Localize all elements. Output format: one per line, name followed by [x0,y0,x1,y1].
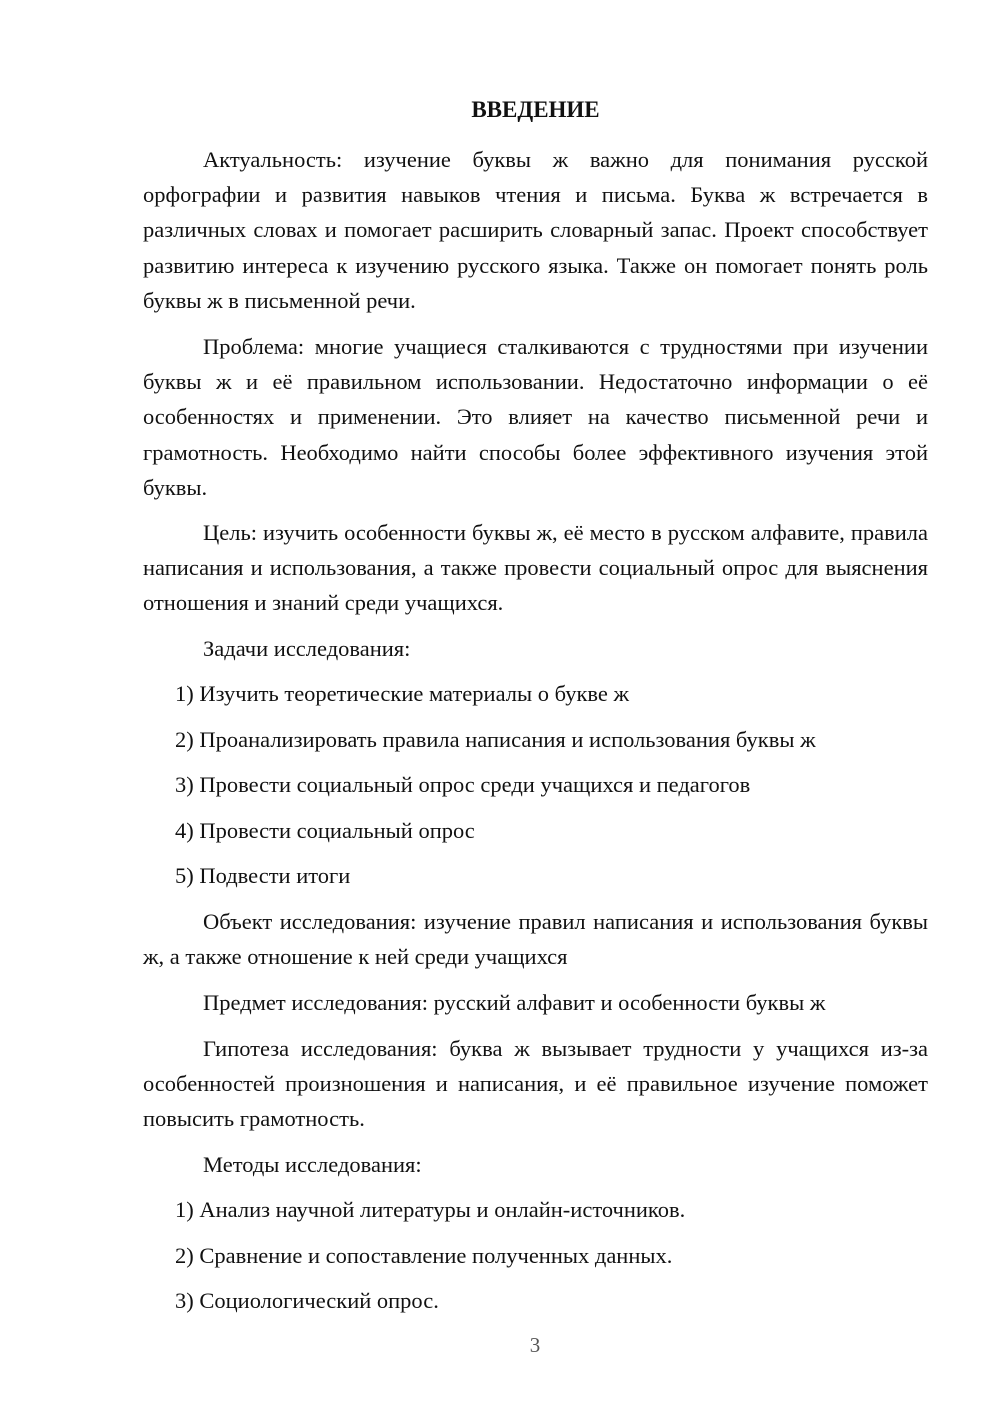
tasks-title: Задачи исследования: [203,636,411,661]
method-item: 3) Социологический опрос. [175,1288,439,1313]
method-item: 1) Анализ научной литературы и онлайн-источников. [175,1197,686,1222]
subject-paragraph: Предмет исследования: русский алфавит и особенности буквы ж [203,990,826,1015]
relevance-paragraph: Актуальность: изучение буквы ж важно для понимания русской орфографии и развития навыков чтения и письма. Буква ж встречается в различных словах и помогает расширить словарный запас. Проект способствует развитию интереса к изучению русского языка. Также он помогает понять роль буквы ж в письменной речи. [143,147,928,313]
task-item: 5) Подвести итоги [175,863,351,888]
methods-title: Методы исследования: [203,1152,422,1177]
hypothesis-paragraph: Гипотеза исследования: буква ж вызывает трудности у учащихся из-за особенностей произношения и написания, и её правильное изучение поможет повысить грамотность. [143,1036,928,1132]
method-item: 2) Сравнение и сопоставление полученных данных. [175,1243,673,1268]
goal-paragraph: Цель: изучить особенности буквы ж, её место в русском алфавите, правила написания и использования, а также провести социальный опрос для выяснения отношения и знаний среди учащихся. [143,520,928,616]
task-item: 1) Изучить теоретические материалы о букве ж [175,681,630,706]
task-item: 2) Проанализировать правила написания и использования буквы ж [175,727,816,752]
object-paragraph: Объект исследования: изучение правил написания и использования буквы ж, а также отношение к ней среди учащихся [143,909,928,970]
problem-paragraph: Проблема: многие учащиеся сталкиваются с трудностями при изучении буквы ж и её правильном использовании. Недостаточно информации о её особенностях и применении. Это влияет на качество письменной речи и грамотность. Необходимо найти способы более эффективного изучения этой буквы. [143,334,928,500]
task-item: 4) Провести социальный опрос [175,818,475,843]
section-heading: ВВЕДЕНИЕ [471,97,600,122]
page-number: 3 [529,1333,541,1357]
task-item: 3) Провести социальный опрос среди учащихся и педагогов [175,772,751,797]
